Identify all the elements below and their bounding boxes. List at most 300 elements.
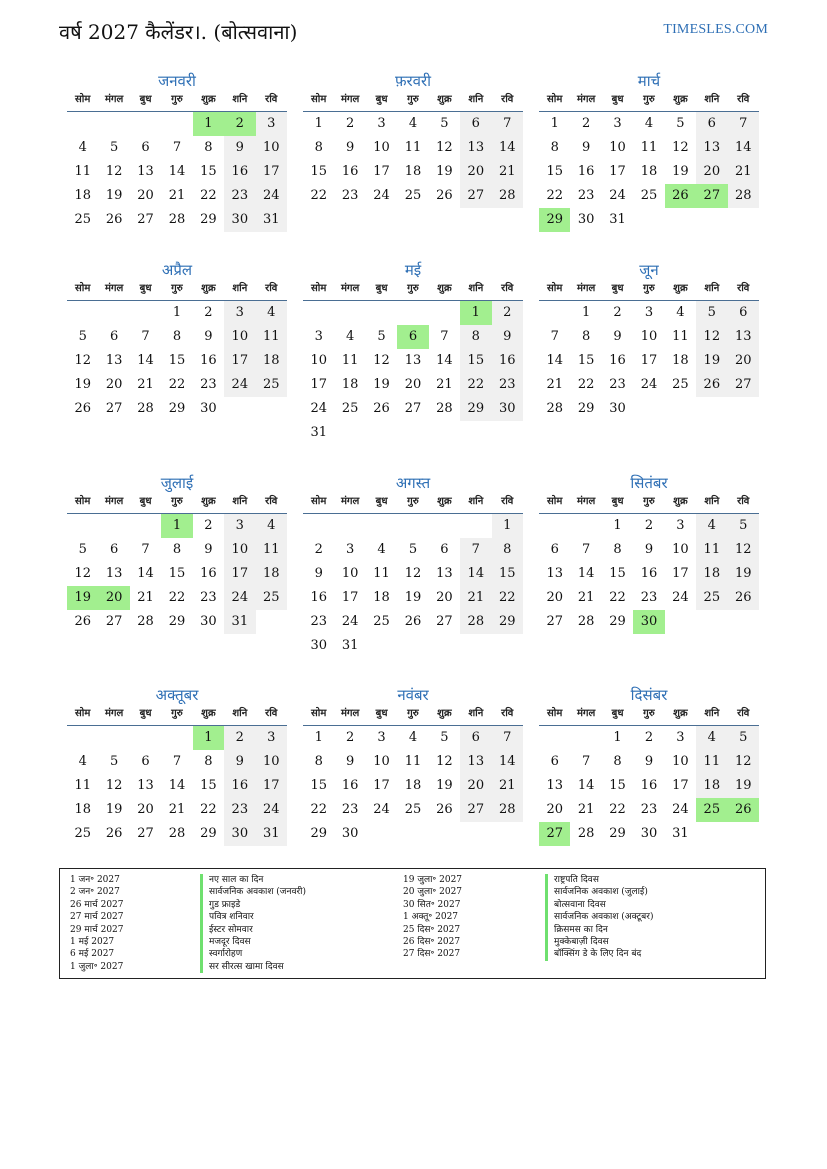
day-cell: 22: [492, 586, 523, 610]
holiday-day-cell: 26: [665, 184, 696, 208]
day-cell: 1: [314, 730, 323, 745]
day-cell: 29: [168, 614, 186, 629]
day-cell: 13: [105, 353, 123, 368]
day-cell: 15: [310, 164, 327, 179]
day-cell: 20: [137, 802, 154, 817]
empty-cell: [303, 301, 334, 325]
day-cell: 28: [137, 614, 154, 629]
day-cell: 1: [492, 514, 523, 538]
weekday-label: मंगल: [576, 708, 596, 719]
weekday-label: गुरु: [407, 708, 419, 719]
weekday-label: मंगल: [104, 496, 124, 507]
day-cell: 6: [550, 754, 559, 769]
weekday-label: रवि: [737, 708, 750, 719]
month-2: [303, 71, 523, 208]
day-cell: 12: [74, 353, 91, 368]
holiday-day-cell: 29: [539, 208, 570, 232]
day-cell: 23: [577, 188, 595, 203]
weekday-label: बुध: [611, 283, 624, 294]
holiday-day-cell: 30: [633, 610, 664, 634]
day-cell: 10: [373, 754, 390, 769]
day-cell: 6: [440, 542, 449, 557]
day-grid: [67, 112, 287, 232]
holiday-day-cell: 27: [696, 184, 727, 208]
legend-holiday-name: बॉक्सिंग डे के लिए दिन बंद: [545, 948, 653, 960]
day-cell: 7: [141, 329, 150, 344]
legend-date: 19 जुला॰ 2027: [403, 875, 463, 885]
empty-cell: [334, 514, 365, 538]
legend-date: 2 जन॰ 2027: [70, 887, 120, 898]
day-cell: 25: [404, 802, 422, 817]
day-cell: 19: [728, 562, 759, 586]
day-cell: 8: [613, 542, 622, 557]
day-cell: 15: [168, 353, 186, 368]
day-cell: 11: [404, 140, 422, 155]
weekday-label: शुक्र: [201, 283, 216, 294]
day-grid: [67, 514, 287, 634]
day-cell: 27: [546, 614, 563, 629]
day-cell: 26: [74, 401, 91, 416]
legend-holiday-name: सर सीरत्स खामा दिवस: [200, 961, 306, 973]
legend-holiday-name: पवित्र शनिवार: [200, 911, 306, 923]
empty-cell: [67, 301, 98, 325]
weekday-label: रवि: [501, 94, 514, 105]
month-name: अगस्त: [395, 474, 431, 492]
day-cell: 11: [74, 778, 91, 793]
day-cell: 28: [577, 614, 595, 629]
empty-cell: [539, 301, 570, 325]
empty-cell: [397, 514, 428, 538]
day-cell: 18: [373, 590, 390, 605]
day-cell: 12: [436, 140, 453, 155]
day-cell: 24: [224, 373, 255, 397]
weekday-label: मंगल: [340, 94, 360, 105]
weekday-label: मंगल: [340, 708, 360, 719]
day-cell: 1: [314, 116, 323, 131]
day-cell: 18: [640, 164, 658, 179]
day-cell: 11: [404, 754, 422, 769]
day-cell: 9: [314, 566, 323, 581]
day-cell: 26: [436, 188, 453, 203]
day-cell: 15: [200, 778, 217, 793]
month-11: [303, 685, 523, 846]
day-cell: 17: [256, 160, 287, 184]
day-grid: [539, 112, 759, 232]
empty-cell: [98, 301, 129, 325]
day-cell: 16: [640, 566, 658, 581]
holiday-day-cell: 1: [193, 726, 224, 750]
day-cell: 24: [224, 586, 255, 610]
day-cell: 17: [310, 377, 327, 392]
day-cell: 8: [172, 329, 182, 344]
day-cell: 1: [550, 116, 559, 131]
weekday-label: सोम: [547, 496, 563, 507]
day-cell: 12: [373, 353, 390, 368]
legend-holiday-name: सार्वजनिक अवकाश (जनवरी): [200, 886, 306, 898]
weekday-label: शनि: [232, 708, 248, 719]
day-cell: 5: [109, 754, 119, 769]
holiday-day-cell: 1: [161, 514, 192, 538]
day-cell: 19: [373, 377, 390, 392]
day-cell: 16: [310, 590, 327, 605]
day-cell: 4: [408, 730, 418, 745]
day-cell: 21: [492, 160, 523, 184]
day-cell: 14: [168, 164, 186, 179]
day-cell: 2: [581, 116, 591, 131]
day-cell: 2: [204, 518, 213, 533]
day-cell: 2: [345, 730, 355, 745]
weekday-label: बुध: [611, 496, 624, 507]
day-cell: 6: [109, 329, 119, 344]
weekday-label: गुरु: [643, 708, 655, 719]
day-cell: 27: [728, 373, 759, 397]
weekday-label: शुक्र: [437, 94, 452, 105]
brand-link[interactable]: TIMESLES.COM: [663, 22, 768, 37]
weekday-label: शुक्र: [437, 283, 452, 294]
day-cell: 28: [546, 401, 563, 416]
day-cell: 25: [256, 373, 287, 397]
day-cell: 8: [204, 754, 213, 769]
day-cell: 5: [109, 140, 119, 155]
day-cell: 16: [224, 774, 255, 798]
day-cell: 6: [460, 726, 491, 750]
day-cell: 22: [310, 188, 327, 203]
legend-names-col-2: [545, 874, 653, 961]
day-cell: 19: [672, 164, 689, 179]
day-cell: 15: [168, 566, 186, 581]
day-cell: 29: [609, 826, 626, 841]
day-cell: 7: [440, 329, 449, 344]
day-cell: 2: [644, 730, 654, 745]
holiday-day-cell: 26: [728, 798, 759, 822]
day-cell: 3: [377, 730, 386, 745]
holiday-day-cell: 27: [539, 822, 570, 846]
day-cell: 13: [728, 325, 759, 349]
weekday-label: गुरु: [407, 496, 419, 507]
month-3: [539, 71, 759, 232]
weekday-label: सोम: [75, 496, 91, 507]
day-cell: 2: [224, 726, 255, 750]
day-cell: 4: [78, 754, 87, 769]
weekday-label: मंगल: [104, 283, 124, 294]
weekday-label: शुक्र: [201, 496, 216, 507]
empty-cell: [366, 301, 397, 325]
day-cell: 14: [137, 566, 154, 581]
day-cell: 4: [78, 140, 87, 155]
day-cell: 26: [105, 212, 123, 227]
day-cell: 11: [256, 538, 287, 562]
month-1: [67, 71, 287, 232]
empty-cell: [429, 514, 460, 538]
day-cell: 8: [460, 325, 491, 349]
day-cell: 9: [644, 754, 654, 769]
weekday-label: शुक्र: [673, 283, 688, 294]
day-cell: 13: [105, 566, 123, 581]
day-cell: 18: [256, 562, 287, 586]
day-cell: 25: [341, 401, 359, 416]
day-cell: 28: [436, 401, 453, 416]
weekday-label: रवि: [737, 496, 750, 507]
day-cell: 9: [345, 754, 355, 769]
empty-cell: [429, 301, 460, 325]
day-cell: 29: [492, 610, 523, 634]
day-cell: 24: [672, 590, 689, 605]
day-cell: 5: [440, 730, 449, 745]
weekday-label: शनि: [232, 94, 248, 105]
day-cell: 20: [546, 802, 563, 817]
day-cell: 5: [78, 329, 87, 344]
holiday-day-cell: 1: [193, 112, 224, 136]
day-cell: 10: [672, 754, 689, 769]
page-title: वर्ष 2027 कैलेंडर।. (बोत्सवाना): [59, 20, 298, 44]
weekday-label: रवि: [265, 94, 278, 105]
day-cell: 9: [581, 140, 591, 155]
weekday-label: शनि: [232, 496, 248, 507]
day-cell: 20: [460, 774, 491, 798]
day-cell: 31: [341, 638, 359, 653]
day-cell: 29: [460, 397, 491, 421]
day-cell: 13: [696, 136, 727, 160]
legend-holiday-name: ईस्टर सोमवार: [200, 924, 306, 936]
day-cell: 9: [613, 329, 622, 344]
day-cell: 18: [696, 774, 727, 798]
day-cell: 9: [224, 750, 255, 774]
day-cell: 29: [310, 826, 327, 841]
day-cell: 17: [672, 566, 689, 581]
day-cell: 19: [728, 774, 759, 798]
day-cell: 21: [460, 586, 491, 610]
day-cell: 4: [696, 514, 727, 538]
day-cell: 10: [672, 542, 689, 557]
weekday-label: गुरु: [643, 496, 655, 507]
day-grid: [303, 726, 523, 846]
weekday-label: सोम: [311, 94, 327, 105]
empty-cell: [67, 726, 98, 750]
day-cell: 7: [728, 112, 759, 136]
day-cell: 2: [314, 542, 323, 557]
day-cell: 13: [546, 778, 563, 793]
legend-date: 27 मार्च 2027: [70, 912, 124, 923]
day-cell: 20: [404, 377, 422, 392]
day-cell: 20: [137, 188, 154, 203]
day-grid: [539, 301, 759, 421]
legend-holiday-name: नए साल का दिन: [200, 874, 306, 886]
weekday-label: गुरु: [171, 94, 183, 105]
day-cell: 28: [728, 184, 759, 208]
empty-cell: [334, 301, 365, 325]
legend-date: 25 दिस॰ 2027: [403, 924, 461, 935]
day-cell: 15: [546, 164, 563, 179]
day-cell: 10: [310, 353, 327, 368]
day-cell: 14: [728, 136, 759, 160]
day-cell: 8: [172, 542, 182, 557]
day-cell: 1: [172, 305, 182, 320]
weekday-header: [303, 91, 523, 112]
day-grid: [303, 301, 523, 445]
day-cell: 1: [581, 305, 591, 320]
holiday-legend: [59, 868, 766, 979]
day-cell: 2: [492, 301, 523, 325]
day-cell: 3: [224, 514, 255, 538]
weekday-label: शुक्र: [201, 708, 216, 719]
weekday-label: सोम: [311, 496, 327, 507]
day-cell: 10: [609, 140, 626, 155]
weekday-label: रवि: [501, 283, 514, 294]
legend-holiday-name: बोत्सवाना दिवस: [545, 899, 653, 911]
day-cell: 18: [74, 802, 91, 817]
legend-date: 1 अक्तू॰ 2027: [403, 912, 459, 923]
day-cell: 16: [200, 566, 217, 581]
day-cell: 11: [341, 353, 359, 368]
day-cell: 22: [546, 188, 563, 203]
month-name: फ़रवरी: [394, 72, 432, 90]
day-cell: 15: [609, 566, 626, 581]
day-cell: 29: [609, 614, 626, 629]
day-cell: 4: [408, 116, 418, 131]
weekday-label: शनि: [468, 708, 484, 719]
day-cell: 22: [200, 802, 217, 817]
weekday-label: मंगल: [104, 708, 124, 719]
empty-cell: [161, 726, 192, 750]
day-cell: 10: [224, 538, 255, 562]
empty-cell: [303, 514, 334, 538]
weekday-label: मंगल: [576, 496, 596, 507]
legend-date: 20 जुला॰ 2027: [403, 887, 463, 898]
day-cell: 26: [728, 586, 759, 610]
month-name: जुलाई: [160, 474, 194, 492]
weekday-label: मंगल: [576, 94, 596, 105]
day-cell: 11: [373, 566, 390, 581]
month-name: जून: [639, 261, 659, 279]
day-cell: 6: [696, 112, 727, 136]
day-cell: 6: [109, 542, 119, 557]
day-cell: 18: [256, 349, 287, 373]
day-cell: 17: [373, 164, 390, 179]
weekday-label: शुक्र: [437, 708, 452, 719]
weekday-label: सोम: [547, 708, 563, 719]
day-cell: 21: [137, 590, 154, 605]
day-cell: 28: [460, 610, 491, 634]
weekday-label: रवि: [265, 496, 278, 507]
day-cell: 30: [224, 822, 255, 846]
legend-date: 1 जन॰ 2027: [70, 875, 120, 885]
day-grid: [67, 726, 287, 846]
month-name: अप्रैल: [161, 261, 193, 279]
day-cell: 21: [137, 377, 154, 392]
day-cell: 3: [224, 301, 255, 325]
weekday-label: मंगल: [104, 94, 124, 105]
day-cell: 19: [436, 778, 453, 793]
day-cell: 31: [672, 826, 689, 841]
weekday-header: [539, 280, 759, 301]
empty-cell: [130, 301, 161, 325]
day-cell: 11: [696, 538, 727, 562]
empty-cell: [539, 726, 570, 750]
day-cell: 1: [613, 730, 622, 745]
holiday-day-cell: 20: [98, 586, 129, 610]
empty-cell: [130, 514, 161, 538]
legend-date: 26 मार्च 2027: [70, 899, 124, 910]
legend-date: 6 मई 2027: [70, 949, 115, 960]
day-cell: 4: [644, 116, 654, 131]
day-cell: 3: [676, 518, 685, 533]
day-cell: 2: [613, 305, 622, 320]
day-cell: 27: [137, 212, 154, 227]
weekday-label: बुध: [375, 708, 388, 719]
day-cell: 10: [256, 136, 287, 160]
day-cell: 23: [224, 184, 255, 208]
day-cell: 16: [577, 164, 595, 179]
day-cell: 26: [105, 826, 123, 841]
day-cell: 10: [373, 140, 390, 155]
day-grid: [539, 726, 759, 846]
weekday-header: [539, 705, 759, 726]
day-cell: 12: [728, 538, 759, 562]
day-cell: 29: [577, 401, 595, 416]
empty-cell: [397, 301, 428, 325]
day-cell: 17: [224, 562, 255, 586]
day-cell: 25: [404, 188, 422, 203]
day-cell: 21: [546, 377, 563, 392]
day-cell: 8: [581, 329, 591, 344]
legend-date: 27 दिस॰ 2027: [403, 949, 461, 960]
day-cell: 28: [577, 826, 595, 841]
day-cell: 27: [460, 798, 491, 822]
day-cell: 16: [341, 778, 359, 793]
day-cell: 16: [640, 778, 658, 793]
day-cell: 13: [436, 566, 453, 581]
day-cell: 28: [492, 798, 523, 822]
weekday-label: गुरु: [407, 94, 419, 105]
day-cell: 23: [224, 798, 255, 822]
day-cell: 18: [341, 377, 359, 392]
day-cell: 23: [341, 188, 359, 203]
weekday-label: शनि: [704, 708, 720, 719]
month-name: दिसंबर: [630, 686, 668, 704]
day-cell: 19: [74, 377, 91, 392]
day-cell: 2: [204, 305, 213, 320]
legend-holiday-name: मुक्केबाज़ी दिवस: [545, 936, 653, 948]
day-cell: 5: [696, 301, 727, 325]
day-cell: 22: [310, 802, 327, 817]
day-cell: 23: [640, 590, 658, 605]
weekday-label: मंगल: [340, 283, 360, 294]
weekday-label: सोम: [75, 283, 91, 294]
day-cell: 27: [105, 401, 123, 416]
day-cell: 5: [440, 116, 449, 131]
weekday-label: सोम: [311, 283, 327, 294]
empty-cell: [460, 514, 491, 538]
day-cell: 25: [74, 212, 91, 227]
day-cell: 3: [676, 730, 685, 745]
day-cell: 9: [204, 542, 213, 557]
empty-cell: [98, 112, 129, 136]
day-cell: 3: [644, 305, 654, 320]
day-cell: 12: [728, 750, 759, 774]
day-cell: 12: [404, 566, 422, 581]
day-cell: 23: [200, 590, 217, 605]
month-name: जनवरी: [158, 72, 196, 90]
weekday-label: गुरु: [171, 496, 183, 507]
empty-cell: [539, 514, 570, 538]
weekday-label: शनि: [468, 496, 484, 507]
day-cell: 15: [492, 562, 523, 586]
weekday-label: गुरु: [643, 283, 655, 294]
day-cell: 14: [436, 353, 453, 368]
weekday-label: बुध: [375, 496, 388, 507]
day-cell: 9: [492, 325, 523, 349]
day-cell: 30: [609, 401, 626, 416]
